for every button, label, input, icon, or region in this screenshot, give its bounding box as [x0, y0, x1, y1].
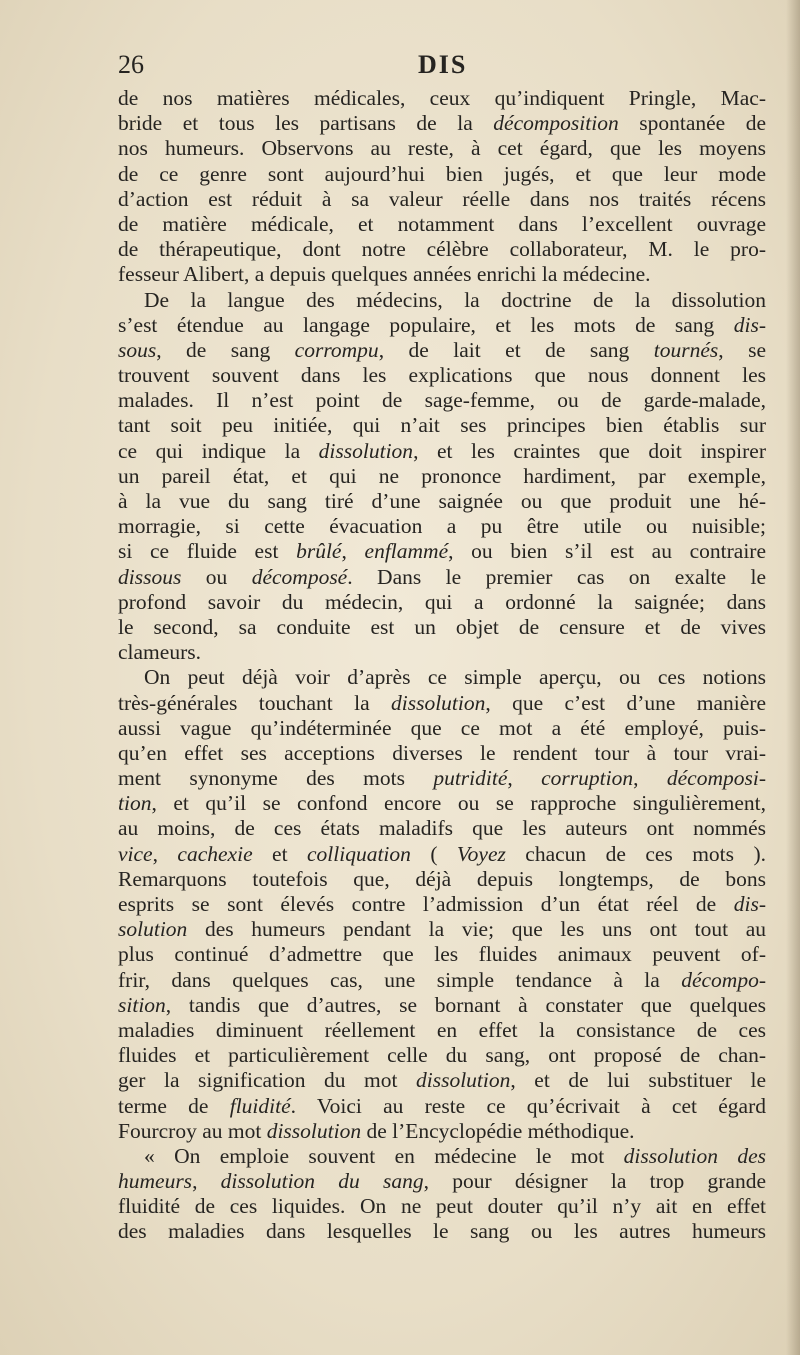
text-line	[118, 716, 766, 741]
text-run: , et de lui substituer le	[510, 1068, 766, 1093]
italic-term: cachexie	[177, 841, 253, 866]
text-run: ce qui indique la	[118, 438, 319, 463]
text-line	[118, 942, 766, 967]
italic-term: décomposition	[493, 111, 619, 136]
text-line	[118, 136, 766, 161]
text-run: De la langue des médecins, la doctrine de la dissolution	[144, 287, 766, 312]
text-line	[118, 539, 766, 564]
text-line	[118, 338, 766, 363]
text-run: ,	[192, 1169, 221, 1194]
text-run: ou	[181, 564, 252, 589]
text-run: esprits se sont élevés contre l’admission d’un état réel de	[118, 892, 734, 916]
text-run: aussi vague qu’indéterminée que ce mot a été employé, puis-	[118, 715, 766, 740]
text-run: fluidité de ces liquides. On ne peut douter qu’il n’y ait en effet	[118, 1194, 766, 1219]
italic-term: dissolution	[266, 1118, 362, 1143]
text-line	[118, 615, 766, 640]
text-run: ,	[507, 766, 542, 791]
text-line	[118, 187, 766, 212]
text-run: profond savoir du médecin, qui a ordonné la saignée; dans	[118, 589, 766, 614]
italic-term: décompo-	[681, 967, 766, 992]
text-line	[118, 1219, 766, 1244]
italic-term: dissous	[118, 564, 182, 589]
text-line	[118, 489, 766, 514]
italic-term: Voyez	[456, 841, 506, 866]
text-line	[118, 842, 766, 867]
italic-term: dis-	[733, 312, 766, 337]
page-number: 26	[118, 50, 144, 79]
italic-term: dissolution du sang	[220, 1169, 424, 1194]
text-line	[118, 162, 766, 187]
page-header	[118, 50, 758, 84]
text-run: Fourcroy au mot	[118, 1118, 267, 1143]
text-run: de thérapeutique, dont notre célèbre collaborateur, M. le pro-	[118, 237, 766, 262]
text-line	[118, 212, 766, 237]
text-line	[118, 1068, 766, 1093]
italic-term: sition	[118, 992, 166, 1017]
text-run: et	[252, 841, 307, 866]
text-run: trouvent souvent dans les explications que nous donnent les	[118, 363, 766, 388]
italic-term: dissolution	[318, 438, 414, 463]
text-line	[118, 439, 766, 464]
text-line	[118, 514, 766, 539]
text-run: frir, dans quelques cas, une simple tendance à la	[118, 967, 682, 992]
text-line	[118, 968, 766, 993]
text-line	[118, 288, 766, 313]
text-run: bride et tous les partisans de la	[118, 111, 494, 136]
text-run: , de sang	[156, 337, 295, 362]
text-line	[118, 464, 766, 489]
text-run: des humeurs pendant la vie; que les uns ont tout au	[187, 917, 766, 942]
text-run: « On emploie souvent en médecine le mot	[144, 1143, 624, 1168]
text-run: maladies diminuent réellement en effet la consistance de ces	[118, 1017, 766, 1042]
text-line	[118, 1119, 766, 1144]
text-line	[118, 565, 766, 590]
text-run: , de lait et de sang	[378, 337, 654, 362]
running-head: DIS	[418, 50, 468, 79]
text-line	[118, 1094, 766, 1119]
text-line	[118, 766, 766, 791]
body-text	[118, 86, 766, 1245]
text-run: . Dans le premier cas on exalte le	[347, 564, 766, 589]
text-run: qu’en effet ses acceptions diverses le rendent tour à tour vrai-	[118, 740, 766, 765]
text-run: le second, sa conduite est un objet de censure et de vives	[118, 614, 766, 639]
italic-term: dis-	[733, 892, 766, 916]
text-run: si ce fluide est	[118, 539, 297, 564]
text-run: ment synonyme des mots	[118, 766, 434, 791]
text-line	[118, 665, 766, 690]
text-line	[118, 262, 766, 287]
text-line	[118, 791, 766, 816]
text-run: de nos matières médicales, ceux qu’indiquent Pringle, Mac-	[118, 86, 766, 110]
text-run: Remarquons toutefois que, déjà depuis longtemps, de bons	[118, 866, 766, 891]
text-run: des maladies dans lesquelles le sang ou les autres humeurs	[118, 1219, 766, 1244]
text-line	[118, 313, 766, 338]
text-line	[118, 388, 766, 413]
italic-term: sous	[118, 337, 157, 362]
text-run: On peut déjà voir d’après ce simple aperçu, ou ces notions	[144, 665, 766, 690]
italic-term: décomposé	[251, 564, 348, 589]
italic-term: enflammé	[364, 539, 449, 564]
italic-term: corrompu	[294, 337, 379, 362]
text-line	[118, 917, 766, 942]
text-line	[118, 1194, 766, 1219]
text-run: terme de	[118, 1093, 230, 1118]
italic-term: tournés	[653, 337, 719, 362]
text-run: clameurs.	[118, 640, 201, 665]
italic-term: brûlé	[296, 539, 342, 564]
text-line	[118, 590, 766, 615]
text-run: de ce genre sont aujourd’hui bien jugés, et que leur mode	[118, 161, 766, 186]
page-edge-shadow	[786, 0, 800, 1355]
text-run: , tandis que d’autres, se bornant à constater que quelques	[165, 992, 766, 1017]
text-run: s’est étendue au langage populaire, et les mots de sang	[118, 312, 734, 337]
text-run: . Voici au reste ce qu’écrivait à cet égard	[290, 1093, 766, 1118]
text-run: fluides et particulièrement celle du sang, ont proposé de chan-	[118, 1043, 766, 1068]
italic-term: humeurs	[118, 1169, 193, 1194]
text-run: de l’Encyclopédie méthodique.	[361, 1118, 635, 1143]
italic-term: décomposi-	[666, 766, 766, 791]
italic-term: tion	[118, 791, 152, 816]
text-line	[118, 1169, 766, 1194]
text-run: fesseur Alibert, a depuis quelques années enrichi la médecine.	[118, 262, 651, 287]
text-run: morragie, si cette évacuation a pu être utile ou nuisible;	[118, 514, 766, 539]
text-run: de matière médicale, et notamment dans l’excellent ouvrage	[118, 211, 766, 236]
italic-term: corruption	[541, 766, 634, 791]
text-run: d’action est réduit à sa valeur réelle dans nos traités récens	[118, 186, 766, 211]
text-line	[118, 691, 766, 716]
text-run: ger la signification du mot	[118, 1068, 416, 1093]
italic-term: putridité	[433, 766, 508, 791]
italic-term: dissolution	[416, 1068, 511, 1093]
text-run: nos humeurs. Observons au reste, à cet égard, que les moyens	[118, 136, 766, 161]
text-run: plus continué d’admettre que les fluides animaux peuvent of-	[118, 942, 766, 967]
text-run: ,	[341, 539, 365, 564]
text-run: un pareil état, et qui ne prononce hardiment, par exemple,	[118, 463, 766, 488]
text-run: , ou bien s’il est au contraire	[448, 539, 766, 564]
text-run: , et qu’il se confond encore ou se rapproche singulièrement,	[151, 791, 766, 816]
text-run: , et les craintes que doit inspirer	[413, 438, 766, 463]
text-line	[118, 111, 766, 136]
italic-term: vice	[118, 841, 153, 866]
text-run: , pour désigner la trop grande	[423, 1169, 766, 1194]
text-line	[118, 1018, 766, 1043]
italic-term: colliquation	[306, 841, 411, 866]
text-run: chacun de ces mots ).	[505, 841, 766, 866]
text-line	[118, 363, 766, 388]
text-run: ,	[152, 841, 178, 866]
text-line	[118, 1043, 766, 1068]
italic-term: fluidité	[229, 1093, 291, 1118]
text-line	[118, 86, 766, 111]
text-line	[118, 1144, 766, 1169]
text-run: très-générales touchant la	[118, 690, 391, 715]
italic-term: dissolution	[391, 690, 486, 715]
text-line	[118, 640, 766, 665]
text-run: au moins, de ces états maladifs que les auteurs ont nommés	[118, 816, 766, 841]
text-line	[118, 867, 766, 892]
text-run: (	[410, 841, 457, 866]
text-line	[118, 993, 766, 1018]
text-run: malades. Il n’est point de sage-femme, ou de garde-malade,	[118, 388, 766, 413]
italic-term: solution	[118, 917, 188, 942]
italic-term: dissolution des	[623, 1143, 766, 1168]
text-run: , que c’est d’une manière	[485, 690, 766, 715]
text-line	[118, 413, 766, 438]
text-run: , se	[718, 337, 766, 362]
text-line	[118, 741, 766, 766]
text-line	[118, 237, 766, 262]
text-run: spontanée de	[618, 111, 766, 136]
text-run: ,	[633, 766, 667, 791]
text-line	[118, 816, 766, 841]
text-line	[118, 892, 766, 917]
text-run: à la vue du sang tiré d’une saignée ou que produit une hé-	[118, 489, 766, 513]
text-run: tant soit peu initiée, qui n’ait ses principes bien établis sur	[118, 413, 766, 438]
